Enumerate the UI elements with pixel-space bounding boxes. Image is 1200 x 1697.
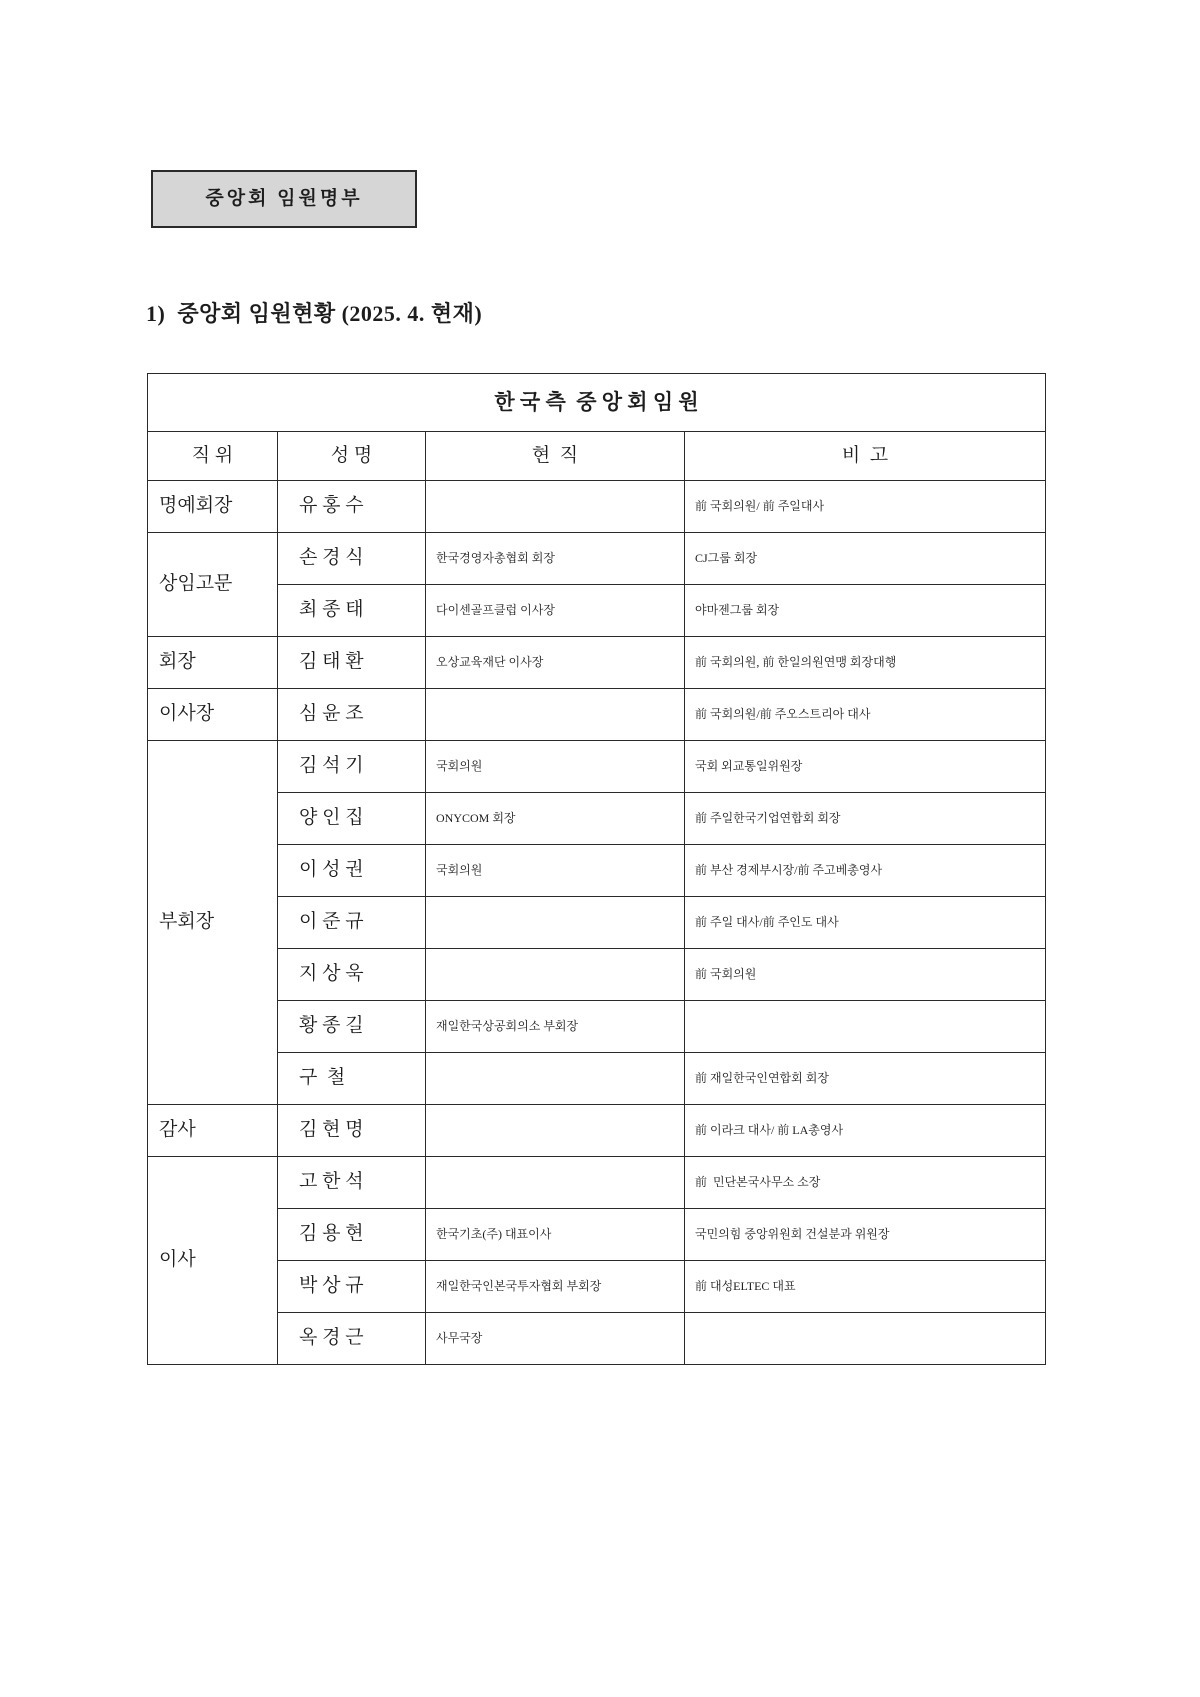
current-cell <box>426 1157 685 1209</box>
officers-table <box>147 373 1046 1365</box>
note-cell: 前 재일한국인연합회 회장 <box>685 1053 1046 1105</box>
name-cell: 김 석 기 <box>278 741 426 793</box>
note-cell: 前 대성ELTEC 대표 <box>685 1261 1046 1313</box>
note-cell: CJ그룹 회장 <box>685 533 1046 585</box>
current-cell: 재일한국인본국투자협회 부회장 <box>426 1261 685 1313</box>
position-cell: 감사 <box>148 1105 278 1157</box>
position-cell: 회장 <box>148 637 278 689</box>
table-row <box>148 1209 1046 1261</box>
name-cell: 옥 경 근 <box>278 1313 426 1365</box>
current-cell <box>426 897 685 949</box>
table-title: 한 국 측 중 앙 회 임 원 <box>148 374 1046 432</box>
name-cell: 김 현 명 <box>278 1105 426 1157</box>
current-cell: 한국기초(주) 대표이사 <box>426 1209 685 1261</box>
position-cell: 상임고문 <box>148 533 278 637</box>
column-header-name: 성 명 <box>278 432 426 481</box>
name-cell: 지 상 욱 <box>278 949 426 1001</box>
name-cell: 박 상 규 <box>278 1261 426 1313</box>
position-cell: 명예회장 <box>148 481 278 533</box>
note-cell: 前 이라크 대사/ 前 LA총영사 <box>685 1105 1046 1157</box>
table-title-row <box>148 374 1046 432</box>
position-cell: 이사 <box>148 1157 278 1365</box>
current-cell: 다이센골프클럽 이사장 <box>426 585 685 637</box>
name-cell: 이 준 규 <box>278 897 426 949</box>
table-row <box>148 1157 1046 1209</box>
note-cell: 국회 외교통일위원장 <box>685 741 1046 793</box>
name-cell: 심 윤 조 <box>278 689 426 741</box>
current-cell: 사무국장 <box>426 1313 685 1365</box>
current-cell <box>426 949 685 1001</box>
current-cell: 오상교육재단 이사장 <box>426 637 685 689</box>
name-cell: 구 철 <box>278 1053 426 1105</box>
table-row <box>148 637 1046 689</box>
position-cell: 부회장 <box>148 741 278 1105</box>
table-row <box>148 481 1046 533</box>
note-cell: 前 부산 경제부시장/前 주고베총영사 <box>685 845 1046 897</box>
note-cell <box>685 1001 1046 1053</box>
table-row <box>148 741 1046 793</box>
table-row <box>148 533 1046 585</box>
table-row <box>148 1001 1046 1053</box>
name-cell: 유 홍 수 <box>278 481 426 533</box>
note-cell: 前 주일한국기업연합회 회장 <box>685 793 1046 845</box>
page-title: 중앙회 임원명부 <box>205 187 363 209</box>
note-cell: 前 민단본국사무소 소장 <box>685 1157 1046 1209</box>
note-cell: 前 국회의원, 前 한일의원연맹 회장대행 <box>685 637 1046 689</box>
current-cell <box>426 481 685 533</box>
note-cell: 국민의힘 중앙위원회 건설분과 위원장 <box>685 1209 1046 1261</box>
section-heading: 1) 중앙회 임원현황 (2025. 4. 현재) <box>146 301 483 326</box>
note-cell: 前 국회의원/前 주오스트리아 대사 <box>685 689 1046 741</box>
position-cell: 이사장 <box>148 689 278 741</box>
name-cell: 김 태 환 <box>278 637 426 689</box>
table-row <box>148 585 1046 637</box>
current-cell <box>426 689 685 741</box>
note-cell <box>685 1313 1046 1365</box>
table-row <box>148 897 1046 949</box>
table-row <box>148 949 1046 1001</box>
note-cell: 야마젠그룹 회장 <box>685 585 1046 637</box>
column-header-note: 비 고 <box>685 432 1046 481</box>
current-cell: 재일한국상공회의소 부회장 <box>426 1001 685 1053</box>
column-header-current: 현 직 <box>426 432 685 481</box>
current-cell: ONYCOM 회장 <box>426 793 685 845</box>
table-row <box>148 1105 1046 1157</box>
name-cell: 고 한 석 <box>278 1157 426 1209</box>
name-cell: 양 인 집 <box>278 793 426 845</box>
note-cell: 前 국회의원/ 前 주일대사 <box>685 481 1046 533</box>
column-header-position: 직 위 <box>148 432 278 481</box>
name-cell: 손 경 식 <box>278 533 426 585</box>
name-cell: 김 용 현 <box>278 1209 426 1261</box>
table-row <box>148 689 1046 741</box>
name-cell: 최 종 태 <box>278 585 426 637</box>
page-title-box <box>151 170 417 228</box>
current-cell: 국회의원 <box>426 741 685 793</box>
table-row <box>148 1261 1046 1313</box>
table-row <box>148 1313 1046 1365</box>
name-cell: 이 성 권 <box>278 845 426 897</box>
current-cell: 국회의원 <box>426 845 685 897</box>
table-row <box>148 1053 1046 1105</box>
note-cell: 前 주일 대사/前 주인도 대사 <box>685 897 1046 949</box>
current-cell: 한국경영자총협회 회장 <box>426 533 685 585</box>
current-cell <box>426 1105 685 1157</box>
table-row <box>148 793 1046 845</box>
note-cell: 前 국회의원 <box>685 949 1046 1001</box>
current-cell <box>426 1053 685 1105</box>
name-cell: 황 종 길 <box>278 1001 426 1053</box>
table-header-row <box>148 432 1046 481</box>
table-row <box>148 845 1046 897</box>
